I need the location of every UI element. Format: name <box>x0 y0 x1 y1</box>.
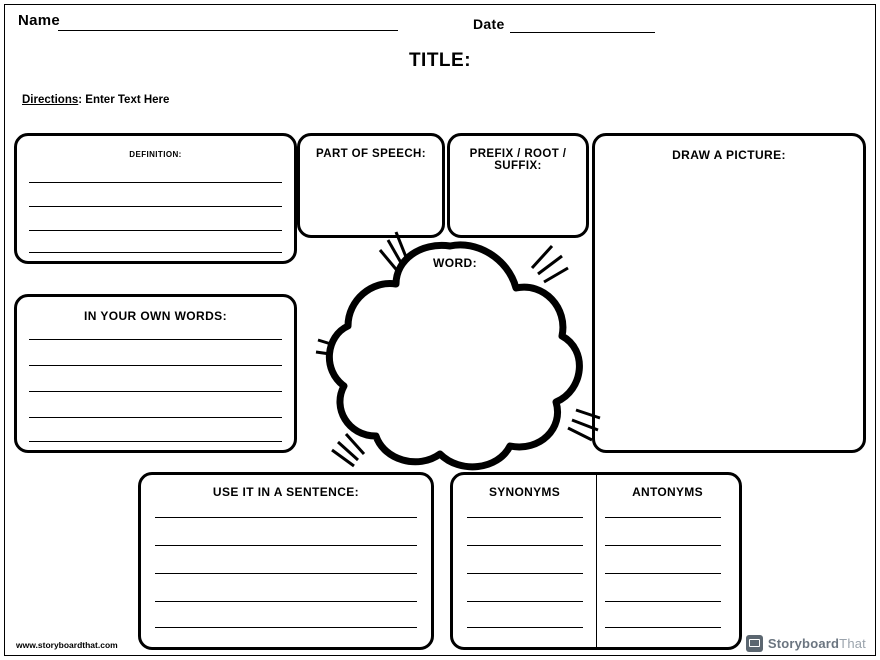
directions <box>22 94 169 106</box>
own-words-box[interactable] <box>14 294 297 453</box>
synonyms-line[interactable] <box>467 601 583 602</box>
antonyms-line[interactable] <box>605 573 721 574</box>
antonyms-line[interactable] <box>605 545 721 546</box>
synonyms-line[interactable] <box>467 573 583 574</box>
antonyms-line[interactable] <box>605 601 721 602</box>
storyboard-logo-icon <box>746 635 763 652</box>
prefix-root-suffix-title: PREFIX / ROOT / SUFFIX: <box>469 148 567 172</box>
footer-url[interactable]: www.storyboardthat.com <box>16 640 118 650</box>
definition-line[interactable] <box>29 252 282 253</box>
own-words-line[interactable] <box>29 441 282 442</box>
own-words-line[interactable] <box>29 365 282 366</box>
name-label: Name <box>18 12 61 29</box>
antonyms-line[interactable] <box>605 627 721 628</box>
word-label: WORD: <box>433 256 477 270</box>
own-words-title: IN YOUR OWN WORDS: <box>84 309 227 323</box>
sentence-box[interactable] <box>138 472 434 650</box>
synonyms-antonyms-divider <box>596 475 597 647</box>
synonyms-line[interactable] <box>467 627 583 628</box>
own-words-line[interactable] <box>29 417 282 418</box>
word-cloud-box[interactable] <box>300 228 610 478</box>
sentence-line[interactable] <box>155 545 417 546</box>
page-title: TITLE: <box>408 50 472 71</box>
synonyms-line[interactable] <box>467 545 583 546</box>
definition-line[interactable] <box>29 206 282 207</box>
definition-title: DEFINITION: <box>129 150 182 159</box>
draw-picture-box[interactable] <box>592 133 866 453</box>
sentence-line[interactable] <box>155 517 417 518</box>
definition-line[interactable] <box>29 230 282 231</box>
name-input-line[interactable] <box>58 30 398 31</box>
sentence-title: USE IT IN A SENTENCE: <box>212 485 360 499</box>
brand-first: Storyboard <box>767 636 840 651</box>
definition-line[interactable] <box>29 182 282 183</box>
antonyms-title: ANTONYMS <box>632 485 703 499</box>
brand-logo <box>746 635 866 652</box>
part-of-speech-box[interactable] <box>297 133 445 238</box>
antonyms-line[interactable] <box>605 517 721 518</box>
directions-label: Directions <box>22 94 79 106</box>
date-input-line[interactable] <box>510 32 655 33</box>
definition-box[interactable] <box>14 133 297 264</box>
own-words-line[interactable] <box>29 339 282 340</box>
synonyms-antonyms-box[interactable] <box>450 472 742 650</box>
prefix-root-suffix-box[interactable] <box>447 133 589 238</box>
draw-picture-title: DRAW A PICTURE: <box>672 148 786 162</box>
synonyms-line[interactable] <box>467 517 583 518</box>
sentence-line[interactable] <box>155 601 417 602</box>
sentence-line[interactable] <box>155 573 417 574</box>
brand-text <box>768 636 866 651</box>
date-label: Date <box>473 16 505 32</box>
synonyms-title: SYNONYMS <box>488 485 561 499</box>
part-of-speech-title: PART OF SPEECH: <box>316 148 426 160</box>
brand-second: That <box>839 636 866 651</box>
directions-text[interactable]: Enter Text Here <box>85 94 170 106</box>
own-words-line[interactable] <box>29 391 282 392</box>
sentence-line[interactable] <box>155 627 417 628</box>
directions-separator: : <box>78 94 86 106</box>
